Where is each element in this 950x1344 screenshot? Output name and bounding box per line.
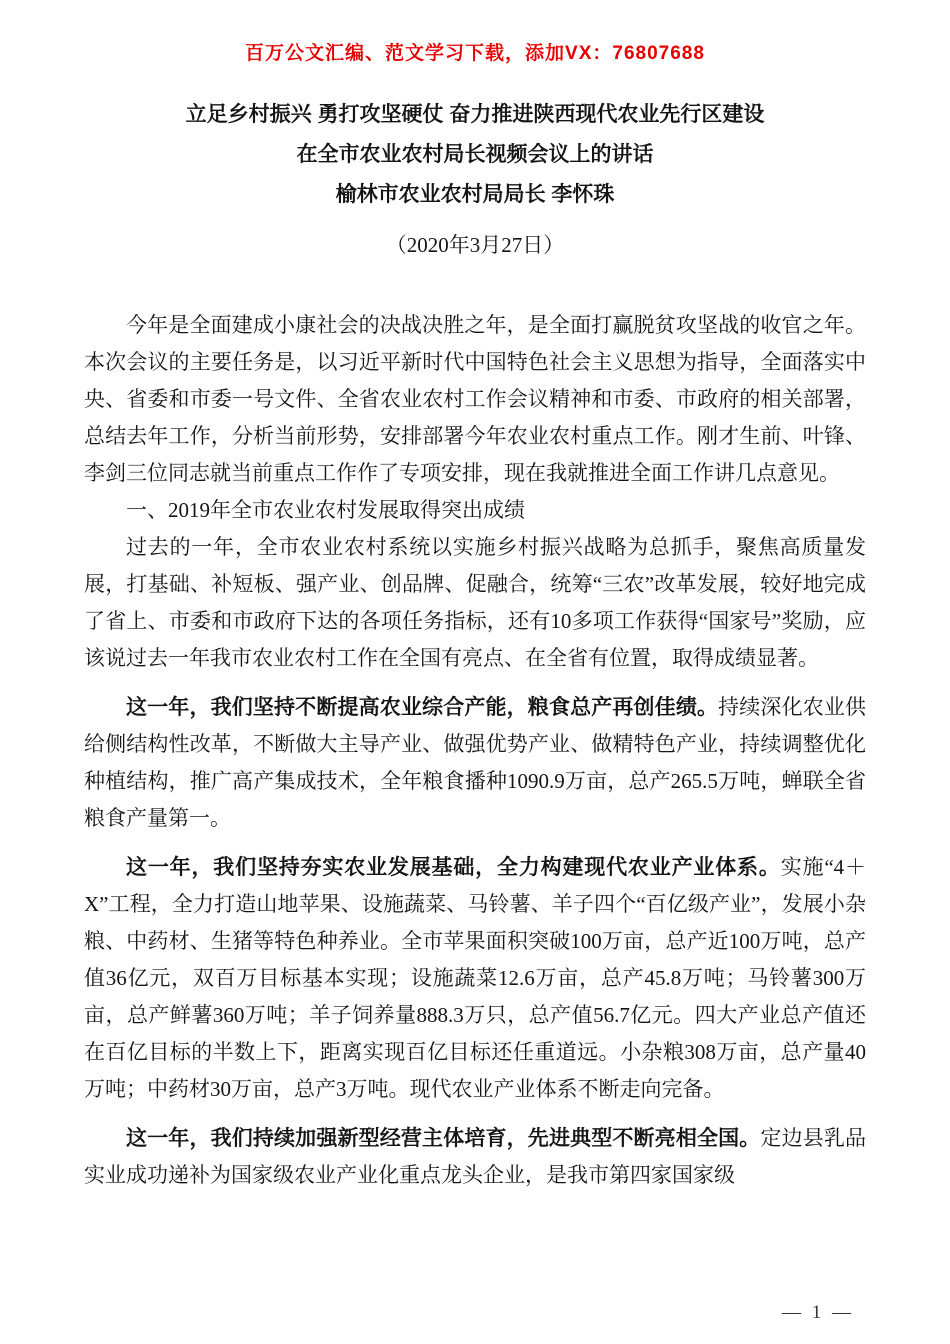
- body-paragraph-3: [84, 689, 866, 837]
- document-date: （2020年3月27日）: [385, 233, 565, 257]
- paragraph-lead-bold: 这一年，我们坚持夯实农业发展基础，全力构建现代农业产业体系。: [126, 855, 781, 879]
- section-heading-1: 一、2019年全市农业农村发展取得突出成绩: [126, 498, 525, 522]
- document-title-line-1: 立足乡村振兴 勇打攻坚硬仗 奋力推进陕西现代农业先行区建设: [185, 103, 765, 126]
- body-paragraph-5: [84, 1120, 866, 1194]
- body-paragraph-4: [84, 849, 866, 1108]
- document-title-line-2: 在全市农业农村局长视频会议上的讲话: [296, 143, 654, 166]
- paragraph-text: 今年是全面建成小康社会的决战决胜之年，是全面打赢脱贫攻坚战的收官之年。本次会议的主要任务是，以习近平新时代中国特色社会主义思想为指导，全面落实中央、省委和市委一号文件、全省农业农村工作会议精神和市委、市政府的相关部署，总结去年工作，分析当前形势，安排部署今年农业农村重点工作。刚才生前、叶锋、李剑三位同志就当前重点工作作了专项安排，现在我就推进全面工作讲几点意见。: [84, 313, 866, 485]
- paragraph-text: 持续深化农业供给侧结构性改革，不断做大主导产业、做强优势产业、做精特色产业，持续调整优化种植结构，推广高产集成技术，全年粮食播种1090.9万亩，总产265.5万吨，蝉联全省粮食产量第一。: [84, 695, 867, 830]
- body-paragraph-1: [84, 307, 866, 492]
- speaker-line: 榆林市农业农村局局长 李怀珠: [335, 183, 615, 206]
- promo-banner: 百万公文汇编、范文学习下载，添加VX：76807688: [245, 43, 705, 64]
- title-block: [84, 95, 866, 265]
- paragraph-text: 过去的一年，全市农业农村系统以实施乡村振兴战略为总抓手，聚焦高质量发展，打基础、补短板、强产业、创品牌、促融合，统筹“三农”改革发展，较好地完成了省上、市委和市政府下达的各项任务指标，还有10多项工作获得“国家号”奖励，应该说过去一年我市农业农村工作在全国有亮点、在全省有位置，取得成绩显著。: [84, 535, 866, 670]
- paragraph-lead-bold: 这一年，我们坚持不断提高农业综合产能，粮食总产再创佳绩。: [126, 695, 719, 719]
- paragraph-text: 定边县乳品实业成功递补为国家级农业产业化重点龙头企业，是我市第四家国家级: [84, 1126, 867, 1187]
- paragraph-text: 实施“4＋X”工程，全力打造山地苹果、设施蔬菜、马铃薯、羊子四个“百亿级产业”，发展小杂粮、中药材、生猪等特色种养业。全市苹果面积突破100万亩，总产近100万吨，总产值36亿元，双百万目标基本实现；设施蔬菜12.6万亩，总产45.8万吨；马铃薯300万亩，总产鲜薯360万吨；羊子饲养量888.3万只，总产值56.7亿元。四大产业总产值还在百亿目标的半数上下，距离实现百亿目标还任重道远。小杂粮308万亩，总产量40万吨；中药材30万亩，总产3万吨。现代农业产业体系不断走向完备。: [84, 855, 866, 1101]
- paragraph-lead-bold: 这一年，我们持续加强新型经营主体培育，先进典型不断亮相全国。: [126, 1126, 761, 1150]
- page-number: — 1 —: [782, 1302, 854, 1323]
- document-body: [84, 307, 866, 1194]
- body-paragraph-2: [84, 529, 866, 677]
